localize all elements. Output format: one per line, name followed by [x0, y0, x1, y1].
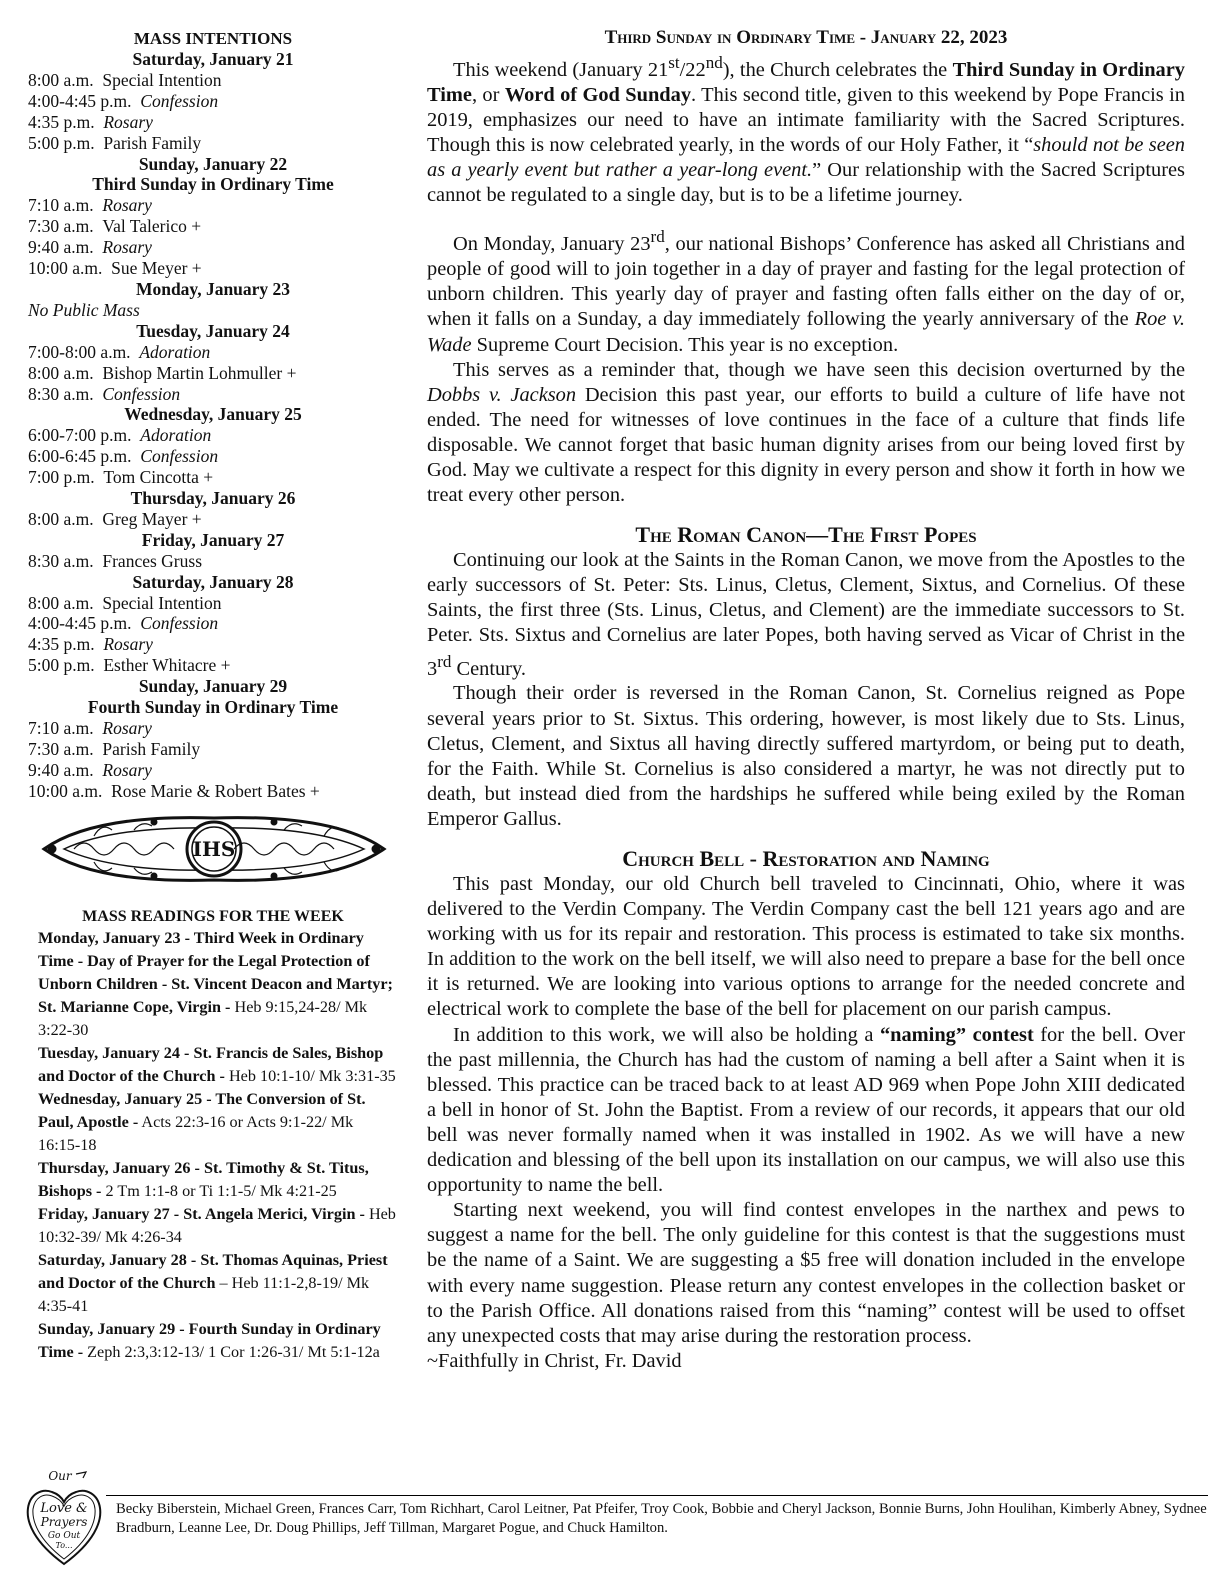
day-header: Sunday, January 22 [138, 153, 288, 174]
intention-row [28, 760, 398, 781]
day-header: Thursday, January 26 [130, 488, 296, 509]
intention-row [28, 446, 398, 467]
intention-time: 7:00-8:00 a.m. [28, 341, 131, 362]
reading-citations: Zeph 2:3,3:12-13/ 1 Cor 1:26-31/ Mt 5:1-12a [83, 1342, 380, 1361]
bishops-paragraph: On Monday, January 23rd, our national Bishops’ Conference has asked all Christians and people of good will to join together in a day of prayer and fasting for the legal protection of unborn children. This yearly day of prayer and fasting often falls either on the day of or, when it falls on a Sunday, a day immediately following the yearly anniversary of the Roe v. Wade Supreme Court Decision. This year is no exception. [427, 227, 1185, 356]
intention-time: 4:00-4:45 p.m. [28, 613, 132, 634]
intention-text: Adoration [140, 425, 212, 446]
intention-text: Special Intention [102, 69, 222, 90]
intention-row [28, 91, 398, 112]
intention-text: Rosary [102, 718, 152, 738]
intention-time: 7:00 p.m. [28, 467, 95, 488]
intention-time: 5:00 p.m. [28, 655, 95, 676]
mass-intentions-list [28, 49, 398, 802]
church-bell-paragraph-2: In addition to this work, we will also be holding a “naming” contest for the bell. Over the past millennia, the Church has had the custom of naming a bell after a Saint when it is blessed. This practice can be traced back to at least AD 969 when Pope John XIII dedicated a bell in honor of St. John the Baptist. From a review of our records, it appears that our old bell was never formally named when it was installed in 1902. As we will have a new dedication and blessing of the bell upon its installation on our campus, we will also use this opportunity to name the bell. [427, 1023, 1185, 1197]
intention-text: Tom Cincotta + [103, 467, 214, 488]
intention-time: 8:00 a.m. [28, 362, 94, 383]
roman-canon-heading: The Roman Canon—The First Popes [635, 522, 977, 548]
intention-row [28, 112, 398, 133]
roman-canon-paragraph-2: Though their order is reversed in the Roman Canon, St. Cornelius reigned as Pope several years prior to St. Sixtus. This ordering, however, is most likely due to Sts. Linus, Cletus, Clement, and Sixtus all having directly suffered martyrdom, or being put to death, for the Faith. While St. Cornelius is also considered a martyr, he was not directly put to death, but instead died from the hardships he suffered while being exiled by the Roman Emperor Gallus. [427, 682, 1185, 830]
intention-time: 10:00 a.m. [28, 258, 103, 279]
intention-time: 5:00 p.m. [28, 132, 95, 153]
intention-time: 6:00-6:45 p.m. [28, 446, 132, 467]
left-column [28, 28, 398, 1364]
intention-text: Bishop Martin Lohmuller + [102, 362, 297, 383]
intention-time: 8:00 a.m. [28, 69, 94, 90]
intention-text: Special Intention [102, 592, 222, 613]
footer-divider [106, 1495, 1208, 1496]
intention-row [28, 613, 398, 634]
intention-time: 9:40 a.m. [28, 237, 94, 258]
logo-word-go-out: Go Out [47, 1531, 81, 1541]
intention-time: 7:10 a.m. [28, 718, 94, 738]
intention-time: 4:35 p.m. [28, 111, 95, 132]
day-header: Saturday, January 21 [132, 49, 294, 69]
intention-row [28, 384, 398, 405]
intention-row [28, 593, 398, 614]
intention-text: Sue Meyer + [111, 258, 202, 279]
intention-row [28, 300, 398, 321]
intention-row [28, 655, 398, 676]
signature: ~Faithfully in Christ, Fr. David [427, 1349, 682, 1372]
intention-time: 9:40 a.m. [28, 759, 94, 780]
intention-row [28, 551, 398, 572]
intention-time: 7:10 a.m. [28, 195, 94, 216]
intention-time: 8:00 a.m. [28, 592, 94, 613]
intention-row [28, 216, 398, 237]
reading-citations: Acts 22:3-16 or Acts 9:1-22/ Mk 16:15-18 [38, 1112, 354, 1154]
intention-text: Frances Gruss [102, 550, 203, 571]
reading-item [38, 1203, 398, 1249]
intention-text: Adoration [139, 341, 211, 362]
intention-text: Confession [140, 613, 219, 634]
logo-word-our: Our [48, 1469, 72, 1483]
reading-citations: – Heb 11:1-2,8-19/ Mk 4:35-41 [38, 1273, 370, 1315]
love-and-prayers-logo [24, 1464, 104, 1568]
intention-text: No Public Mass [28, 299, 140, 320]
reading-item [38, 1318, 398, 1364]
intention-text: Confession [140, 446, 219, 467]
intention-text: Greg Mayer + [102, 508, 202, 529]
intention-time: 8:00 a.m. [28, 508, 94, 529]
roman-canon-paragraph-1: Continuing our look at the Saints in the Roman Canon, we move from the Apostles to the early successors of St. Peter: Sts. Linus, Cletus, Clement, Sixtus, and Cornelius. Of these Saints, the first three (Sts. Linus, Cletus, and Clement) are the immediate successors to St. Peter. Sts. Sixtus and Cornelius are later Popes, both having served as Vicar of Christ in the 3rd Century. [427, 549, 1185, 680]
intention-row [28, 781, 398, 802]
reading-item [38, 927, 398, 1042]
reading-citations: Heb 10:32-39/ Mk 4:26-34 [38, 1204, 396, 1246]
intention-text: Rosary [102, 759, 152, 780]
day-header: Fourth Sunday in Ordinary Time [87, 697, 339, 718]
dobbs-paragraph: This serves as a reminder that, though we have seen this decision overturned by the Dobbs v. Jackson Decision this past year, our efforts to build a culture of life have not ended. The need for witnesses of love continues in the face of a culture that finds life disposable. We cannot forget that basic human dignity arises from our being loved first by God. May we cultivate a respect for this dignity in every person and show it forth in how we treat every other person. [427, 358, 1186, 507]
intention-text: Rose Marie & Robert Bates + [111, 780, 320, 801]
intention-text: Confession [140, 90, 219, 111]
intention-time: 10:00 a.m. [28, 780, 103, 801]
intention-row [28, 363, 398, 384]
reading-citations: Heb 9:15,24-28/ Mk 3:22-30 [38, 997, 368, 1039]
reading-day: Thursday, January 26 - St. Timothy & St. Titus, Bishops - [38, 1158, 369, 1200]
reading-item [38, 1157, 398, 1203]
intention-text: Rosary [103, 111, 153, 132]
reading-day: Tuesday, January 24 - St. Francis de Sales, Bishop and Doctor of the Church - [38, 1043, 384, 1085]
intention-time: 7:30 a.m. [28, 738, 94, 759]
intention-time: 8:30 a.m. [28, 383, 94, 404]
intention-row [28, 718, 398, 739]
intention-time: 4:00-4:45 p.m. [28, 90, 132, 111]
intention-text: Rosary [102, 237, 152, 258]
intention-time: 8:30 a.m. [28, 550, 94, 571]
intention-text: Confession [102, 383, 181, 404]
day-header: Saturday, January 28 [132, 571, 294, 592]
intention-time: 4:35 p.m. [28, 634, 95, 655]
mass-readings-list [28, 927, 398, 1364]
reading-day: Sunday, January 29 - Fourth Sunday in Ordinary Time - [38, 1319, 381, 1361]
intention-text: Esther Whitacre + [103, 655, 231, 676]
article-title: Third Sunday in Ordinary Time - January 22, 2023 [604, 27, 1008, 48]
day-header: Friday, January 27 [141, 529, 285, 550]
intention-text: Rosary [102, 195, 152, 216]
ihs-monogram: IHS [192, 836, 236, 861]
logo-word-love: Love & [40, 1501, 88, 1516]
church-bell-heading: Church Bell - Restoration and Naming [622, 846, 990, 872]
right-column [427, 26, 1185, 1374]
church-bell-paragraph-3: Starting next weekend, you will find contest envelopes in the narthex and pews to suggest a name for the bell. The only guideline for this contest is that the suggestions must be the name of a Saint. We are suggesting a $5 free will donation included in the envelope with every name suggestion. Please return any contest envelopes in the collection basket or to the Parish Office. All donations raised from this “naming” contest will be used to offset any unexpected costs that may arise during the restoration process. [427, 1199, 1185, 1347]
ihs-ornament [34, 814, 394, 884]
day-header: Wednesday, January 25 [124, 404, 302, 425]
intention-time: 7:30 a.m. [28, 216, 94, 237]
reading-day: Monday, January 23 - Third Week in Ordinary Time - Day of Prayer for the Legal Protection of Unborn Children - St. Vincent Deacon and Martyr; St. Marianne Cope, Virgin - [38, 928, 393, 1016]
intention-text: Parish Family [103, 132, 202, 153]
intro-paragraph: This weekend (January 21st/22nd), the Church celebrates the Third Sunday in Ordinary Time, or Word of God Sunday. This second title, given to this weekend by Pope Francis in 2019, emphasizes our need to have an intimate familiarity with the Sacred Scriptures. Though this is now celebrated yearly, in the words of our Holy Father, it “should not be seen as a yearly event but rather a year-long event.” Our relationship with the Sacred Scriptures cannot be regulated to a single day, but is to be a lifetime journey. [427, 53, 1186, 207]
reading-item [38, 1088, 398, 1157]
reading-item [38, 1042, 398, 1088]
intention-row [28, 509, 398, 530]
intention-row [28, 634, 398, 655]
church-bell-paragraph-1: This past Monday, our old Church bell traveled to Cincinnati, Ohio, where it was delivered to the Verdin Company. The Verdin Company cast the bell 121 years ago and are working with us for its repair and restoration. This process is estimated to take six months. In addition to the work on the bell itself, we will also need to prepare a base for the bell once it is returned. We are looking into various options to arrange for the needed concrete and electrical work to complete the base of the bell for placement on our parish campus. [427, 873, 1185, 1021]
intention-row [28, 467, 398, 488]
intention-row [28, 258, 398, 279]
day-header: Tuesday, January 24 [136, 320, 290, 341]
prayer-list-footer [20, 1464, 1207, 1574]
intention-row [28, 195, 398, 216]
intention-row [28, 237, 398, 258]
mass-intentions-title: MASS INTENTIONS [133, 29, 293, 48]
prayer-list-names: Becky Biberstein, Michael Green, Frances Carr, Tom Richhart, Carol Leitner, Pat Pfeifer, Troy Cook, Bobbie and Cheryl Jackson, Bonnie Burns, John Houlihan, Kimberly Abney, Sydnee Bradburn, Leanne Lee, Dr. Doug Phillips, Jeff Tillman, Margaret Pogue, and Chuck Hamilton. [116, 1501, 1207, 1536]
logo-word-to: To... [55, 1541, 73, 1550]
reading-day: Saturday, January 28 - St. Thomas Aquinas, Priest and Doctor of the Church [38, 1250, 388, 1292]
intention-text: Rosary [103, 634, 153, 655]
intention-text: Parish Family [102, 738, 201, 759]
reading-day: Wednesday, January 25 - The Conversion of St. Paul, Apostle - [38, 1089, 366, 1131]
day-header: Third Sunday in Ordinary Time [92, 174, 334, 195]
mass-readings-title: MASS READINGS FOR THE WEEK [82, 907, 344, 925]
day-header: Monday, January 23 [135, 278, 291, 299]
reading-citations: Heb 10:1-10/ Mk 3:31-35 [224, 1066, 396, 1085]
intention-row [28, 425, 398, 446]
intention-row [28, 133, 398, 154]
reading-day: Friday, January 27 - St. Angela Merici, Virgin - [38, 1204, 365, 1223]
intention-row [28, 342, 398, 363]
reading-citations: 2 Tm 1:1-8 or Ti 1:1-5/ Mk 4:21-25 [101, 1181, 337, 1200]
logo-word-prayers: Prayers [40, 1515, 88, 1529]
intention-time: 6:00-7:00 p.m. [28, 425, 132, 446]
day-header: Sunday, January 29 [138, 676, 288, 697]
intention-text: Val Talerico + [102, 216, 202, 237]
reading-item [38, 1249, 398, 1318]
intention-row [28, 70, 398, 91]
intention-row [28, 739, 398, 760]
